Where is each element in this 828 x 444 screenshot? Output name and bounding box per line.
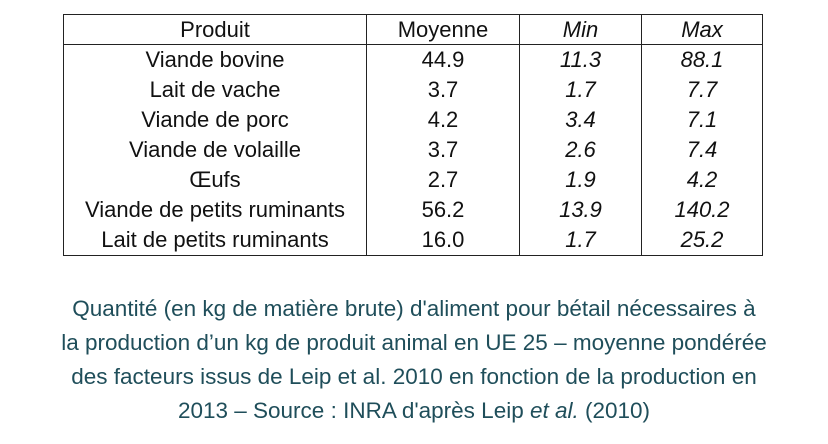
cell-moyenne: 44.9 <box>367 45 520 76</box>
header-max: Max <box>642 15 763 45</box>
table-row <box>64 75 763 105</box>
caption-line-1: Quantité (en kg de matière brute) d'aliment pour bétail nécessaires à <box>72 296 756 321</box>
cell-produit: Viande de porc <box>64 105 367 135</box>
cell-produit: Œufs <box>64 165 367 195</box>
header-produit: Produit <box>64 15 367 45</box>
cell-max: 7.1 <box>642 105 763 135</box>
table-caption <box>0 292 828 428</box>
cell-produit: Viande de petits ruminants <box>64 195 367 225</box>
cell-min: 11.3 <box>520 45 642 76</box>
feed-table-container <box>63 14 762 256</box>
header-min: Min <box>520 15 642 45</box>
cell-min: 13.9 <box>520 195 642 225</box>
table-row <box>64 225 763 256</box>
cell-min: 2.6 <box>520 135 642 165</box>
caption-line-3: des facteurs issus de Leip et al. 2010 en fonction de la production en <box>71 364 757 389</box>
table-row <box>64 45 763 76</box>
cell-min: 1.7 <box>520 225 642 256</box>
cell-produit: Viande de volaille <box>64 135 367 165</box>
cell-produit: Viande bovine <box>64 45 367 76</box>
cell-max: 4.2 <box>642 165 763 195</box>
caption-line-2: la production d’un kg de produit animal en UE 25 – moyenne pondérée <box>61 330 767 355</box>
caption-line-4-end: (2010) <box>578 398 651 423</box>
cell-moyenne: 3.7 <box>367 135 520 165</box>
header-moyenne: Moyenne <box>367 15 520 45</box>
cell-max: 88.1 <box>642 45 763 76</box>
cell-produit: Lait de vache <box>64 75 367 105</box>
table-row <box>64 105 763 135</box>
cell-min: 1.9 <box>520 165 642 195</box>
cell-moyenne: 3.7 <box>367 75 520 105</box>
cell-produit: Lait de petits ruminants <box>64 225 367 256</box>
cell-max: 140.2 <box>642 195 763 225</box>
caption-line-4-start: 2013 – Source : INRA d'après Leip <box>177 398 530 423</box>
table-row <box>64 135 763 165</box>
cell-min: 1.7 <box>520 75 642 105</box>
table-row <box>64 195 763 225</box>
cell-max: 7.4 <box>642 135 763 165</box>
cell-max: 7.7 <box>642 75 763 105</box>
caption-et-al: et al. <box>529 398 579 423</box>
caption-line-4 <box>0 394 828 428</box>
cell-moyenne: 16.0 <box>367 225 520 256</box>
cell-min: 3.4 <box>520 105 642 135</box>
feed-quantity-table <box>63 14 763 256</box>
cell-max: 25.2 <box>642 225 763 256</box>
cell-moyenne: 2.7 <box>367 165 520 195</box>
cell-moyenne: 56.2 <box>367 195 520 225</box>
table-row <box>64 165 763 195</box>
cell-moyenne: 4.2 <box>367 105 520 135</box>
table-header-row <box>64 15 763 45</box>
